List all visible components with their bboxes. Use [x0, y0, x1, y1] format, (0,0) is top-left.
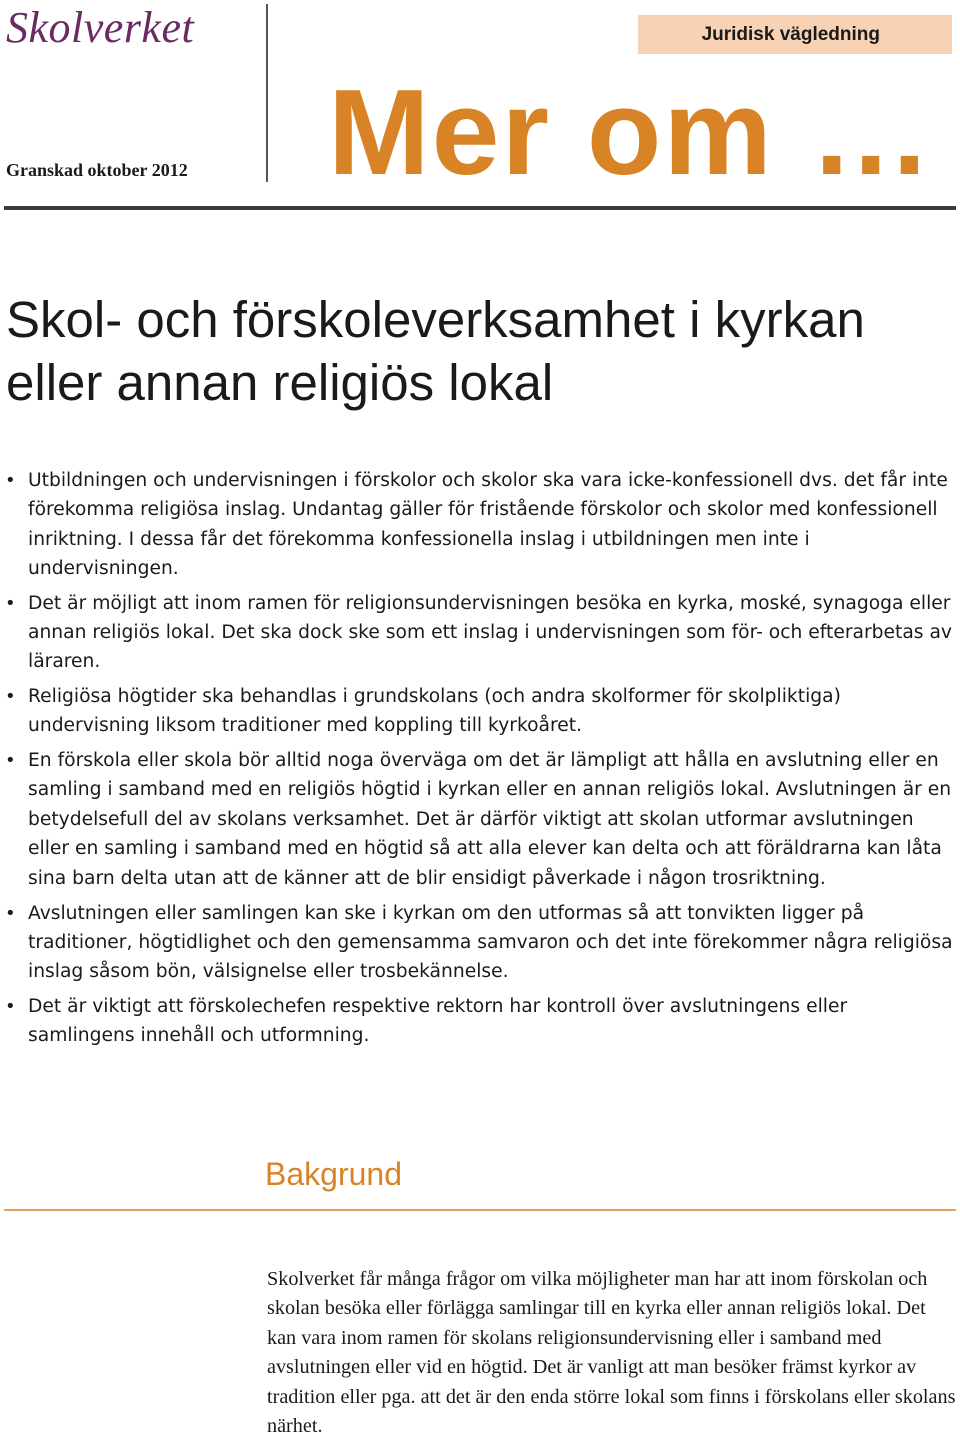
series-title: Mer om …: [328, 64, 934, 200]
list-item: [0, 589, 955, 677]
section-divider: [4, 1209, 956, 1211]
list-item: [0, 899, 955, 987]
list-item-text: Det är möjligt att inom ramen för religionsundervisningen besöka en kyrka, moské, synagoga eller annan religiös lokal. Det ska dock ske som ett inslag i undervisningen som för- och efterarbetas av läraren.: [28, 592, 952, 673]
bullet-icon: •: [5, 685, 16, 707]
list-item-text: Utbildningen och undervisningen i förskolor och skolor ska vara icke-konfessionell dvs. det får inte förekomma religiösa inslag. Undantag gäller för fristående förskolor och skolor med konfessionell inriktning. I dessa får det förekomma konfessionella inslag i utbildningen men inte i undervisningen.: [28, 470, 948, 580]
background-paragraph: Skolverket får många frågor om vilka möjligheter man har att inom förskolan och skolan besöka eller förlägga samlingar till en kyrka eller annan religiös lokal. Det kan vara inom ramen för skolans religionsundervisning eller i samband med avslutningen eller vid en högtid. Det är vanligt att man besöker främst kyrkor av tradition eller pga. att det är den enda större lokal som finns i förskolans eller skolans närhet.: [267, 1268, 956, 1438]
list-item-text: En förskola eller skola bör alltid noga överväga om det är lämpligt att hålla en avslutning eller en samling i samband med en religiös högtid i kyrkan eller en annan religiös lokal. Avslutningen är en betydelsefull del av skolans verksamhet. Det är därför viktigt att skolan utformar avslutningen eller en samling i samband med en högtid så att alla elever kan delta och att föräldrarna kan låta sina barn delta utan att de känner att de blir ensidigt påverkade i någon trosriktning.: [28, 749, 952, 890]
header-vertical-divider: [266, 4, 268, 182]
list-item-text: Religiösa högtider ska behandlas i grundskolans (och andra skolformer för skolpliktiga) undervisning liksom traditioner med koppling till kyrkoåret.: [28, 685, 841, 737]
skolverket-logo: Skolverket: [6, 3, 195, 52]
bullet-icon: •: [5, 995, 16, 1017]
header-divider: [4, 206, 956, 210]
document-type-label: Juridisk vägledning: [638, 15, 952, 54]
key-points-list: [0, 466, 955, 1056]
list-item: [0, 746, 955, 894]
list-item-text: Det är viktigt att förskolechefen respektive rektorn har kontroll över avslutningens eller samlingens innehåll och utformning.: [28, 995, 848, 1047]
bullet-icon: •: [5, 470, 16, 491]
list-item-text: Avslutningen eller samlingen kan ske i kyrkan om den utformas så att tonvikten ligger på traditioner, högtidlighet och den gemensamma samvaron och det inte förekommer några religiösa inslag såsom bön, välsignelse eller trosbekännelse.: [28, 902, 953, 983]
bullet-icon: •: [5, 749, 16, 771]
bullet-icon: •: [5, 902, 16, 924]
review-date: Granskad oktober 2012: [6, 160, 188, 180]
list-item: [0, 992, 955, 1051]
section-heading-background: Bakgrund: [265, 1156, 402, 1192]
document-title: Skol- och förskoleverksamhet i kyrkan eller annan religiös lokal: [6, 291, 865, 411]
list-item: [0, 466, 955, 584]
bullet-icon: •: [5, 592, 16, 614]
list-item: [0, 682, 955, 741]
